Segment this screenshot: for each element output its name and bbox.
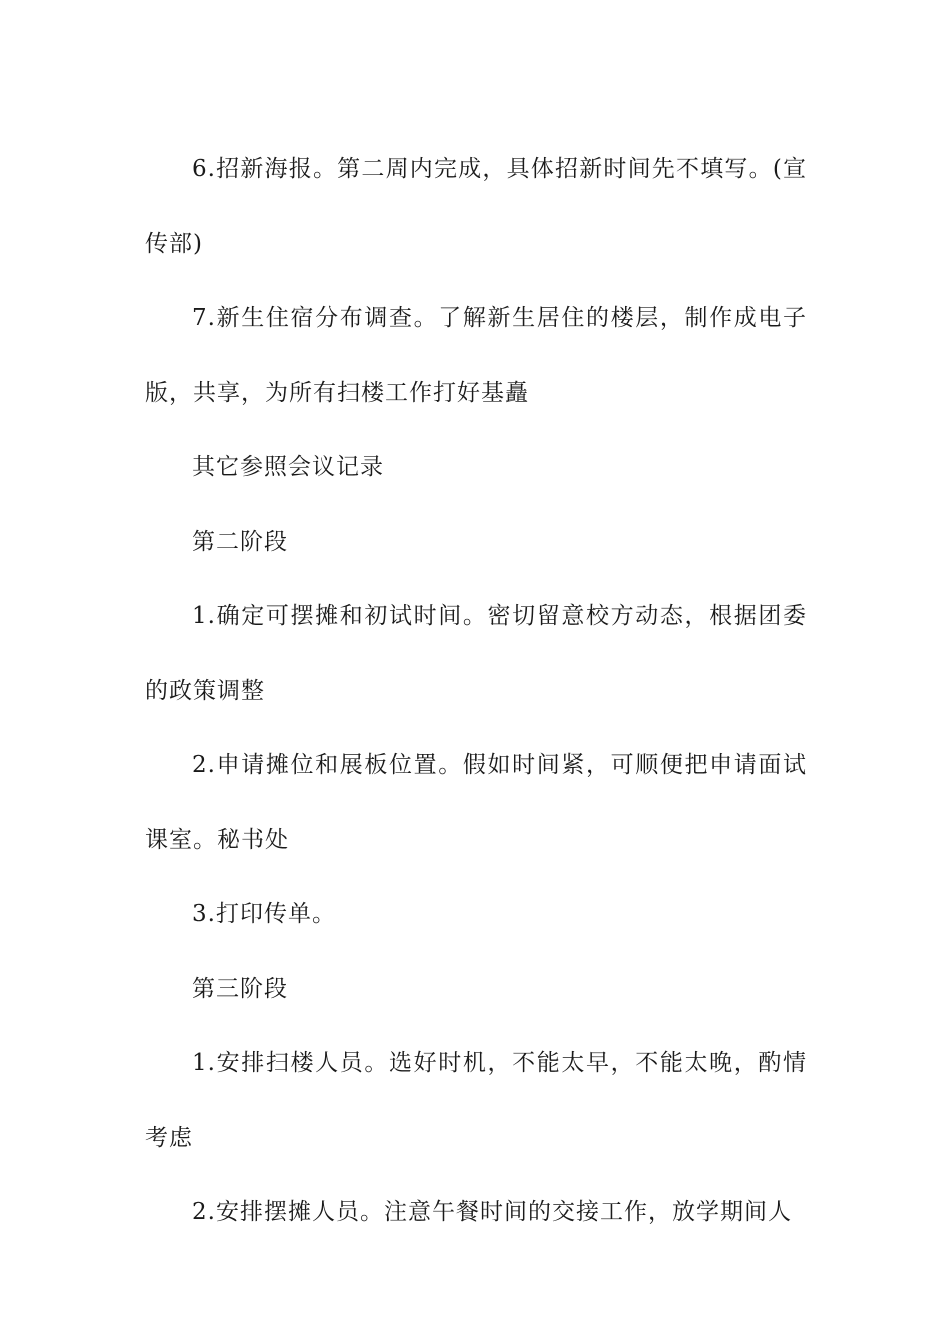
paragraph-dorm-survey: 7.新生住宿分布调查。了解新生居住的楼层，制作成电子版，共享，为所有扫楼工作打好基矗 xyxy=(145,305,807,406)
paragraph-meeting-notes-reference: 其它参照会议记录 xyxy=(192,454,384,480)
paragraph-stage-two-item-1: 1.确定可摆摊和初试时间。密切留意校方动态，根据团委的政策调整 xyxy=(145,603,807,704)
paragraph-recruit-poster: 6.招新海报。第二周内完成，具体招新时间先不填写。(宣传部) xyxy=(145,156,807,257)
document-body xyxy=(145,132,807,1250)
paragraph-stage-two-item-3: 3.打印传单。 xyxy=(192,901,336,927)
paragraph-stage-three-item-2: 2.安排摆摊人员。注意午餐时间的交接工作，放学期间人 xyxy=(192,1199,792,1225)
paragraph-stage-three-item-1: 1.安排扫楼人员。选好时机，不能太早，不能太晚，酌情考虑 xyxy=(145,1050,807,1151)
paragraph-stage-two-item-2: 2.申请摊位和展板位置。假如时间紧，可顺便把申请面试课室。秘书处 xyxy=(145,752,807,853)
section-heading-stage-two: 第二阶段 xyxy=(192,528,288,555)
section-heading-stage-three: 第三阶段 xyxy=(192,975,288,1002)
